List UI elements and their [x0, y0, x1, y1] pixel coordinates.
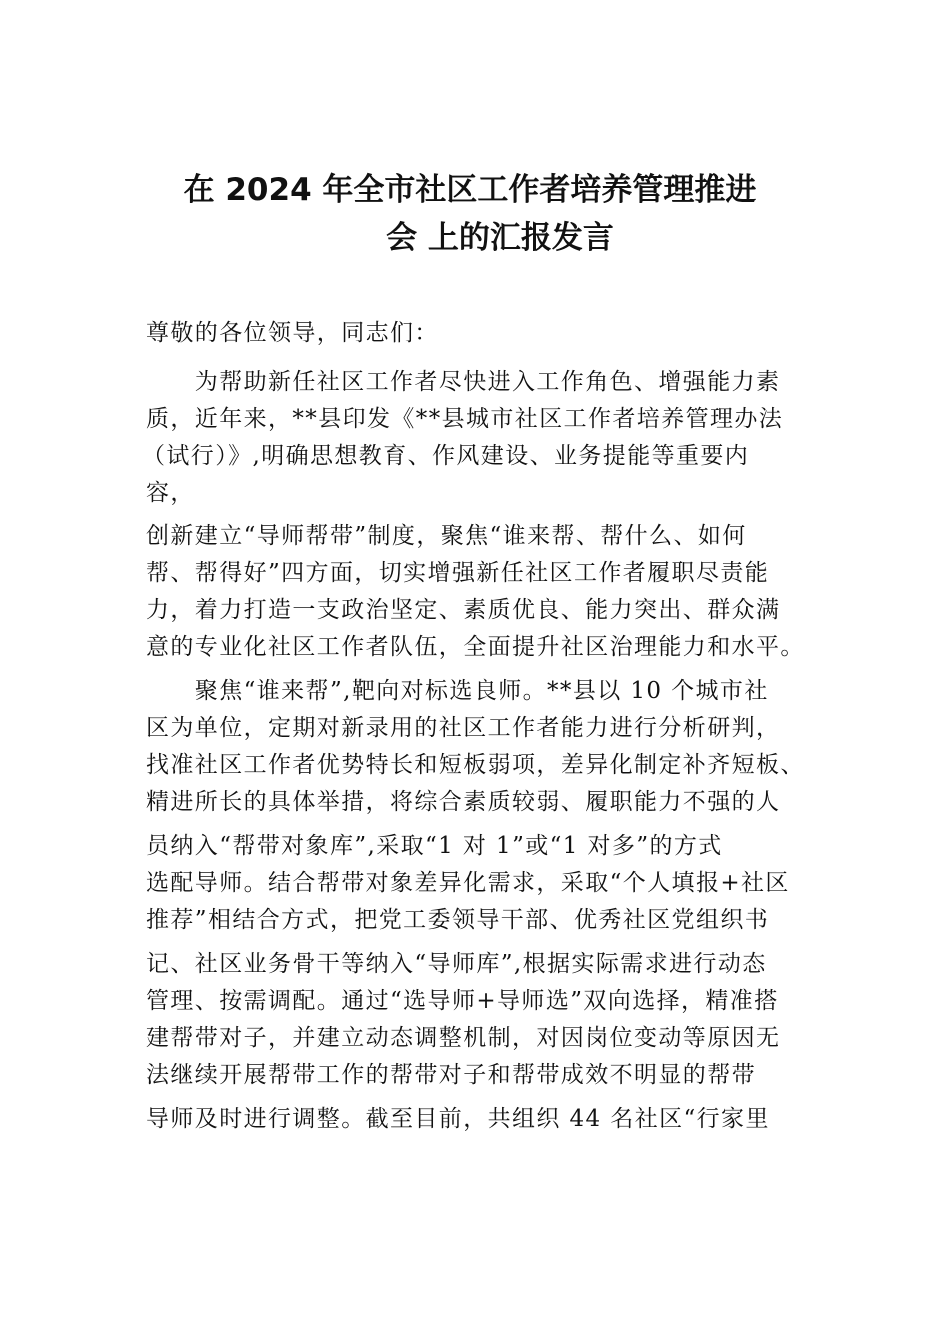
body-line: 聚焦“谁来帮”,靶向对标选良师。**县以 10 个城市社 — [146, 678, 769, 704]
body-line: 质，近年来，**县印发《**县城市社区工作者培养管理办法 — [146, 406, 784, 432]
body-line: 意的专业化社区工作者队伍，全面提升社区治理能力和水平。 — [146, 634, 805, 660]
body-line: 力，着力打造一支政治坚定、素质优良、能力突出、群众满 — [146, 597, 781, 623]
body-line: 推荐”相结合方式，把党工委领导干部、优秀社区党组织书 — [146, 907, 770, 933]
body-line: 导师及时进行调整。截至目前，共组织 44 名社区“行家里 — [146, 1106, 770, 1132]
body-line: 区为单位，定期对新录用的社区工作者能力进行分析研判， — [146, 715, 781, 741]
salutation: 尊敬的各位领导，同志们： — [146, 320, 439, 346]
body-line: 精进所长的具体举措，将综合素质较弱、履职能力不强的人 — [146, 789, 781, 815]
body-line: 建帮带对子，并建立动态调整机制，对因岗位变动等原因无 — [146, 1025, 781, 1051]
document-title-line-1: 在 2024 年全市社区工作者培养管理推进 — [183, 172, 757, 208]
body-line: 创新建立“导师帮带”制度，聚焦“谁来帮、帮什么、如何 — [146, 523, 747, 549]
body-line: 员纳入“帮带对象库”,采取“1 对 1”或“1 对多”的方式 — [146, 833, 723, 859]
body-line: 记、社区业务骨干等纳入“导师库”,根据实际需求进行动态 — [146, 951, 767, 977]
body-line: 容， — [146, 480, 195, 506]
body-line: 法继续开展帮带工作的帮带对子和帮带成效不明显的帮带 — [146, 1062, 756, 1088]
body-line: 为帮助新任社区工作者尽快进入工作角色、增强能力素 — [146, 369, 781, 395]
body-line: 选配导师。结合帮带对象差异化需求，采取“个人填报+社区 — [146, 870, 790, 896]
body-line: （试行）》,明确思想教育、作风建设、业务提能等重要内 — [142, 443, 750, 469]
body-line: 帮、帮得好”四方面，切实增强新任社区工作者履职尽责能 — [146, 560, 770, 586]
document-title-line-2: 会 上的汇报发言 — [386, 220, 614, 256]
body-line: 找准社区工作者优势特长和短板弱项，差异化制定补齐短板、 — [146, 752, 805, 778]
body-line: 管理、按需调配。通过“选导师+导师选”双向选择，精准搭 — [146, 988, 779, 1014]
